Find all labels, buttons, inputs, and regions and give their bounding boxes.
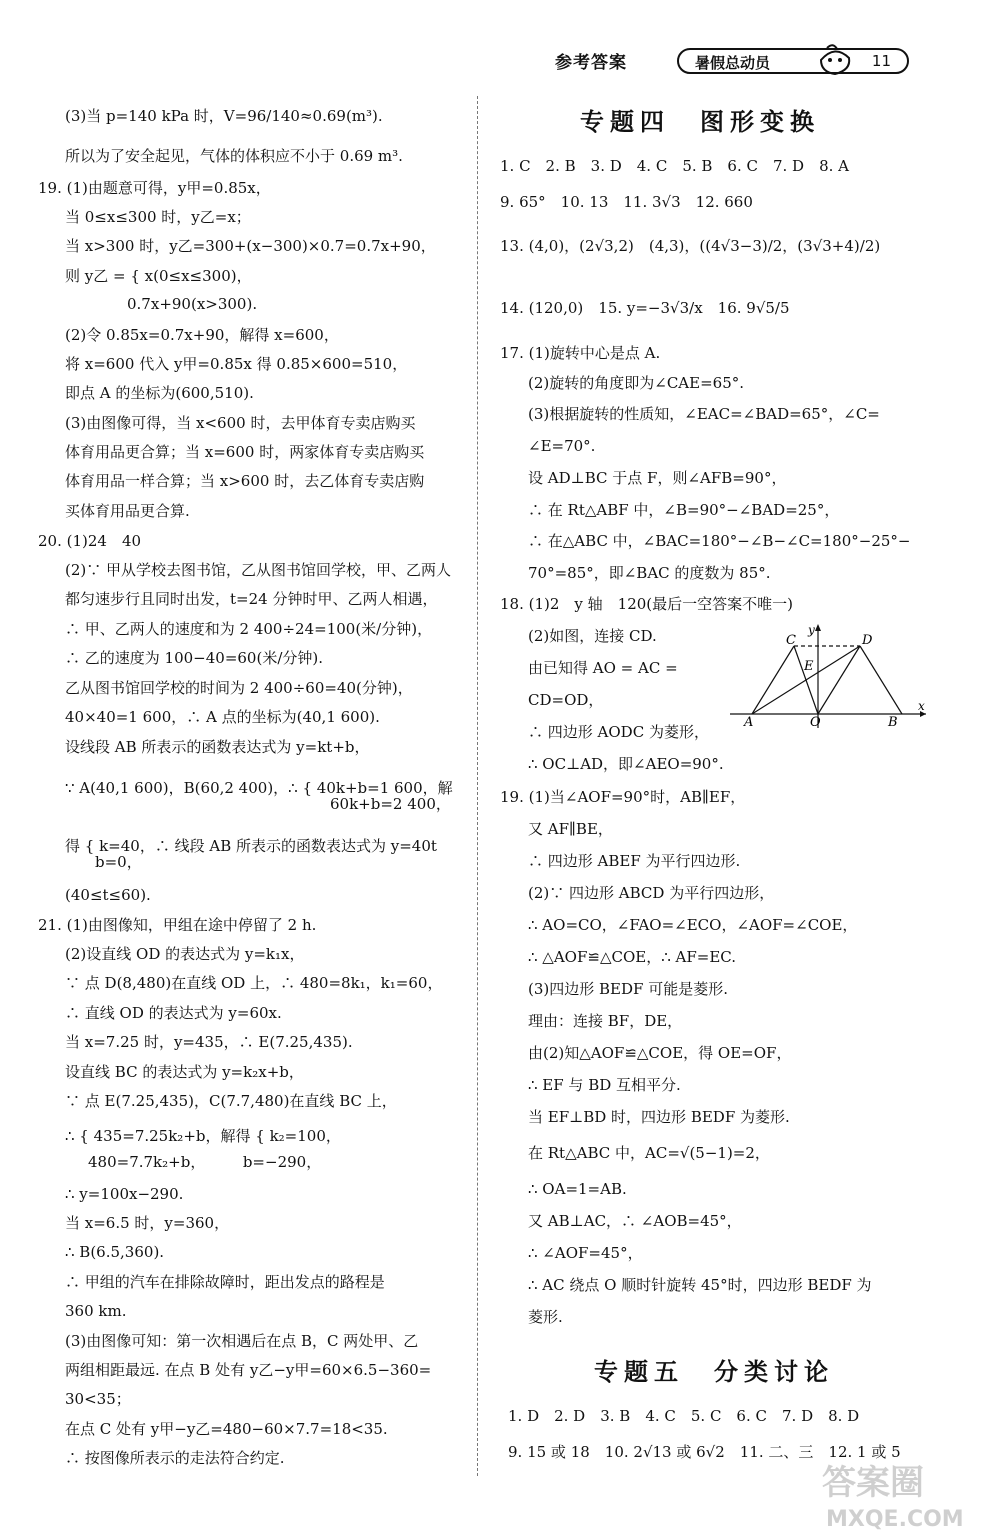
text-line: 体育用品一样合算；当 x>600 时，去乙体育专卖店购 [65,472,425,490]
text-line: ∴ AC 绕点 O 顺时针旋转 45°时，四边形 BEDF 为 [528,1276,872,1294]
text-line: 设 AD⊥BC 于点 F，则∠AFB=90°， [528,469,787,487]
text-line: 20. (1)24 40 [38,532,142,550]
text-line: ∴ 乙的速度为 100−40=60(米/分钟). [65,649,324,667]
watermark-top: 答案圈 [822,1463,924,1503]
text-line: 9. 65° 10. 13 11. 3√3 12. 660 [500,193,753,211]
text-line: 又 AB⊥AC，∴ ∠AOB=45°， [528,1212,742,1230]
segment-db [860,646,902,714]
text-line: ∴ OA=1=AB. [528,1180,627,1198]
text-line: 0.7x+90(x>300). [127,295,258,313]
text-line: 由(2)知△AOF≌△COE，得 OE=OF， [528,1044,792,1062]
text-line: 在点 C 处有 y甲−y乙=480−60×7.7=18<35. [65,1420,388,1438]
text-line: ∴ 四边形 ABEF 为平行四边形. [528,852,741,870]
text-line: (2)旋转的角度即为∠CAE=65°. [528,374,744,392]
text-line: 当 0≤x≤300 时，y乙=x； [65,208,251,226]
text-line: ∴ 在△ABC 中，∠BAC=180°−∠B−∠C=180°−25°− [528,532,911,550]
text-line: 当 x>300 时，y乙=300+(x−300)×0.7=0.7x+90， [65,237,436,255]
text-line: 17. (1)旋转中心是点 A. [500,344,661,362]
text-line: b=0， [95,853,142,871]
label-y: y [808,623,815,637]
label-b: B [888,715,898,728]
text-line: ∴ { 435=7.25k₂+b，解得 { k₂=100， [65,1127,341,1145]
text-line: (3)根据旋转的性质知，∠EAC=∠BAD=65°，∠C= [528,405,880,423]
text-line: ∴ B(6.5,360). [65,1243,165,1261]
segment-ad [752,646,860,714]
text-line: 当 EF⊥BD 时，四边形 BEDF 为菱形. [528,1108,790,1126]
segment-od [818,646,860,714]
text-line: (2)∵ 甲从学校去图书馆，乙从图书馆回学校，甲、乙两人 [65,561,452,579]
text-line: 设直线 BC 的表达式为 y=k₂x+b， [65,1063,304,1081]
text-line: ∴ y=100x−290. [65,1185,184,1203]
text-line: (3)四边形 BEDF 可能是菱形. [528,980,728,998]
text-line: 当 x=7.25 时，y=435，∴ E(7.25,435). [65,1033,353,1051]
text-line: 菱形. [528,1308,563,1326]
text-line: (2)∵ 四边形 ABCD 为平行四边形， [528,884,775,902]
page-header [555,46,915,78]
y-axis-arrow [815,624,821,631]
text-line: ∴ 直线 OD 的表达式为 y=60x. [65,1004,282,1022]
section-title: 专题五 分类讨论 [594,1358,834,1386]
text-line: 14. (120,0) 15. y=−3√3/x 16. 9√5/5 [500,299,790,317]
header-series: 暑假总动员 [695,54,771,72]
section-title: 专题四 图形变换 [580,108,820,136]
text-line: ∴ 甲组的汽车在排除故障时，距出发点的路程是 [65,1273,385,1291]
text-line: ∠E=70°. [528,437,596,455]
text-line: ∴ EF 与 BD 互相平分. [528,1076,681,1094]
text-line: (3)由图像可知：第一次相遇后在点 B，C 两处甲、乙 [65,1332,419,1350]
text-line: 40×40=1 600，∴ A 点的坐标为(40,1 600). [65,708,380,726]
text-line: 都匀速步行且同时出发，t=24 分钟时甲、乙两人相遇， [65,590,438,608]
text-line: 19. (1)由题意可得，y甲=0.85x， [38,179,271,197]
text-line: 当 x=6.5 时，y=360， [65,1214,230,1232]
text-line: 即点 A 的坐标为(600,510). [65,384,254,402]
text-line: 9. 15 或 18 10. 2√13 或 6√2 11. 二、三 12. 1 或 5 [508,1443,901,1461]
text-line: 得 { k=40，∴ 线段 AB 所表示的函数表达式为 y=40t [65,837,437,855]
text-line: 360 km. [65,1302,127,1320]
text-line: ∵ 点 D(8,480)在直线 OD 上，∴ 480=8k₁，k₁=60， [65,974,443,992]
text-line: 所以为了安全起见，气体的体积应不小于 0.69 m³. [65,147,403,165]
text-line: 乙从图书馆回学校的时间为 2 400÷60=40(分钟)， [65,679,413,697]
text-line: (2)设直线 OD 的表达式为 y=k₁x， [65,945,305,963]
segment-ac [752,646,794,714]
text-line: 将 x=600 代入 y甲=0.85x 得 0.85×600=510， [65,355,408,373]
label-x: x [918,699,925,713]
text-line: 在 Rt△ABC 中，AC=√(5−1)=2， [528,1144,770,1162]
mascot-icon [815,40,855,78]
text-line: 又 AF∥BE， [528,820,613,838]
text-line: 理由：连接 BF，DE， [528,1012,683,1030]
header-label: 参考答案 [555,53,627,73]
watermark-bottom: MXQE.COM [826,1507,964,1532]
text-line: (2)令 0.85x=0.7x+90，解得 x=600， [65,326,339,344]
column-divider [477,96,478,1476]
watermark-logo [812,1454,992,1534]
text-line: 则 y乙 = { x(0≤x≤300)， [65,267,252,285]
page-number: 11 [871,52,891,70]
label-a: A [744,715,754,728]
text-line: ∴ 甲、乙两人的速度和为 2 400÷24=100(米/分钟)， [65,620,433,638]
label-d: D [862,633,873,648]
label-e: E [804,659,814,674]
text-line: ∴ AO=CO，∠FAO=∠ECO，∠AOF=∠COE， [528,916,858,934]
text-line: 70°=85°，即∠BAC 的度数为 85°. [528,564,771,582]
text-line: 18. (1)2 y 轴 120(最后一空答案不唯一) [500,595,793,613]
text-line: ∵ 点 E(7.25,435)，C(7.7,480)在直线 BC 上， [65,1092,397,1110]
text-line: (3)由图像可得，当 x<600 时，去甲体育专卖店购买 [65,414,416,432]
header-series-box [677,48,909,74]
rhombus-figure [730,622,930,728]
text-line: 1. C 2. B 3. D 4. C 5. B 6. C 7. D 8. A [500,157,849,175]
text-line: ∵ A(40,1 600)，B(60,2 400)，∴ { 40k+b=1 600，解 [65,779,453,797]
text-line: 21. (1)由图像知，甲组在途中停留了 2 h. [38,916,317,934]
text-line: ∴ OC⊥AD，即∠AEO=90°. [528,755,724,773]
text-line: 由已知得 AO = AC = [528,659,678,677]
text-line: 1. D 2. D 3. B 4. C 5. C 6. C 7. D 8. D [508,1407,860,1425]
text-line: ∴ 在 Rt△ABF 中，∠B=90°−∠BAD=25°， [528,501,840,519]
label-o: O [810,715,821,728]
label-c: C [786,633,796,648]
text-line: 设线段 AB 所表示的函数表达式为 y=kt+b， [65,738,370,756]
text-line: 体育用品更合算；当 x=600 时，两家体育专卖店购买 [65,443,425,461]
text-line: 13. (4,0)，(2√3,2) (4,3)，((4√3−3)/2，(3√3+4)/2) [500,237,881,255]
text-line: 两组相距最远. 在点 B 处有 y乙−y甲=60×6.5−360= [65,1361,432,1379]
text-line: 60k+b=2 400， [330,795,451,813]
text-line: ∴ ∠AOF=45°， [528,1244,643,1262]
text-line: 30<35； [65,1390,131,1408]
text-line: ∴ 四边形 AODC 为菱形， [528,723,709,741]
text-line: (40≤t≤60). [65,886,151,904]
text-line: 480=7.7k₂+b， b=−290， [88,1153,322,1171]
text-line: (2)如图，连接 CD. [528,627,657,645]
text-line: CD=OD， [528,691,604,709]
text-line: 买体育用品更合算. [65,502,190,520]
text-line: ∴ 按图像所表示的走法符合约定. [65,1449,285,1467]
text-line: 19. (1)当∠AOF=90°时，AB∥EF， [500,788,746,806]
text-line: ∴ △AOF≌△COE，∴ AF=EC. [528,948,736,966]
text-line: (3)当 p=140 kPa 时，V=96/140≈0.69(m³). [65,107,383,125]
